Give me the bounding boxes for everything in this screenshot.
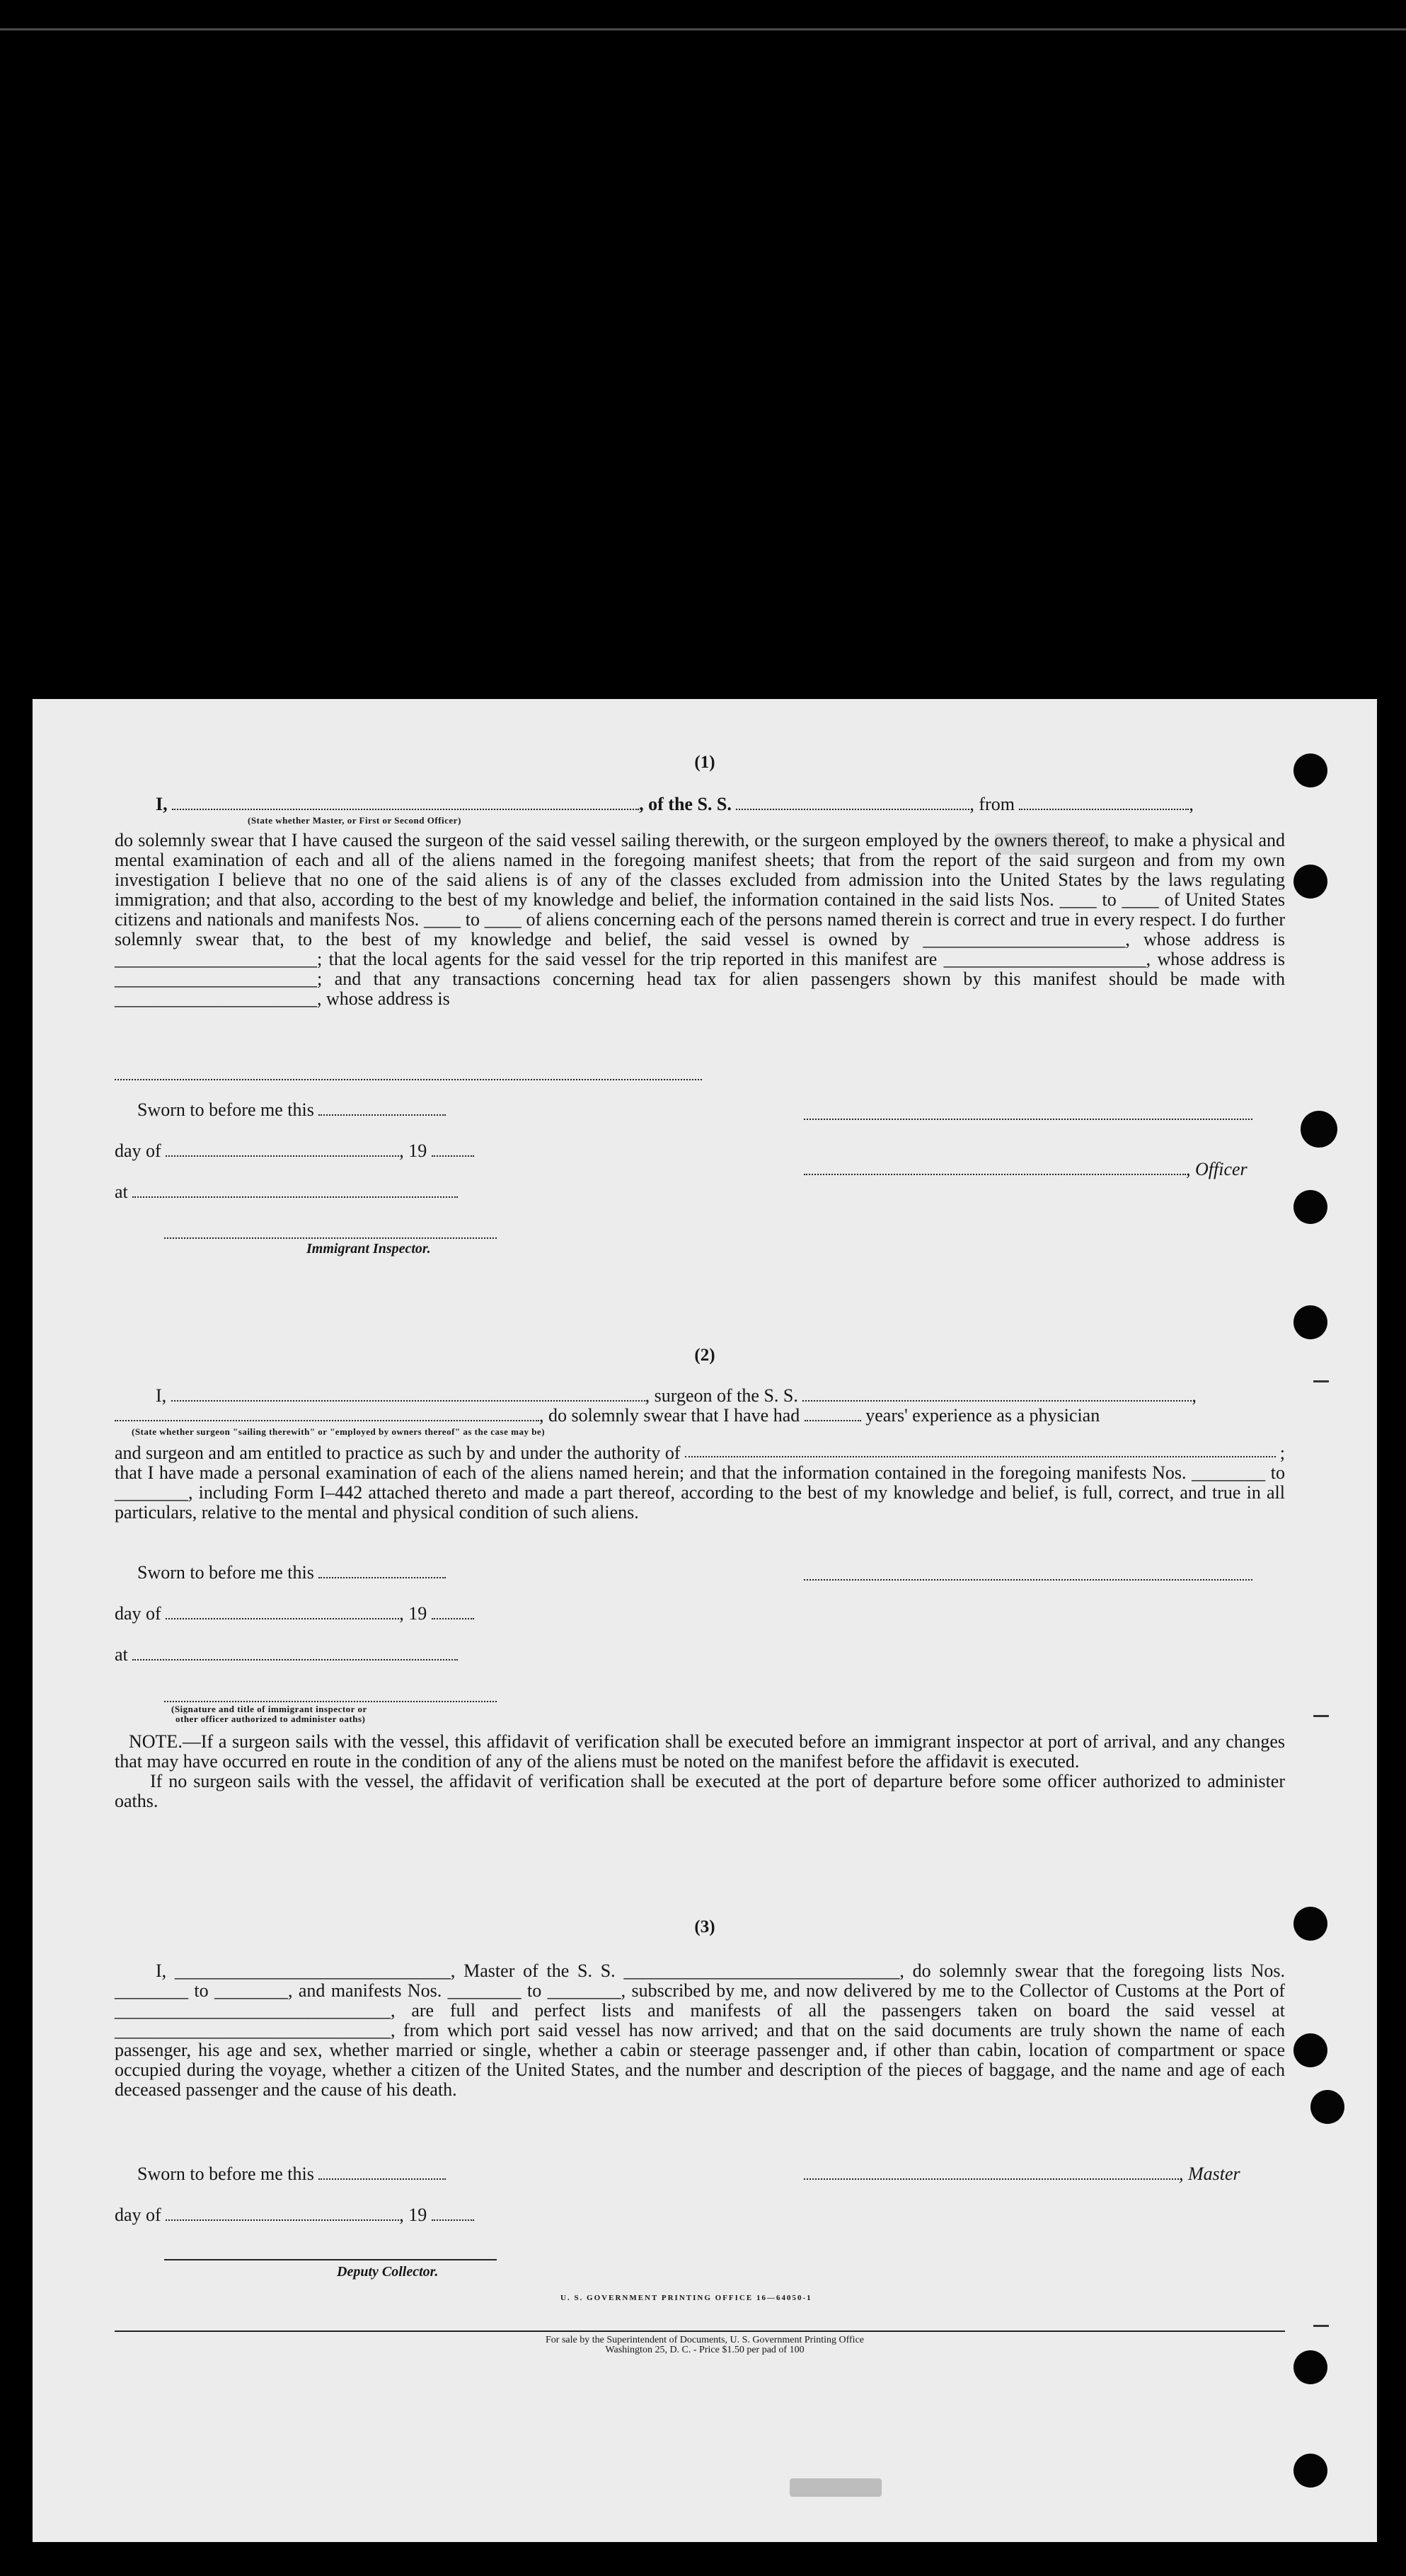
scan-smudge [790,2478,882,2497]
sworn-label: Sworn to before me this [137,2164,314,2184]
from-port-field[interactable] [1019,796,1189,810]
at-row-2 [115,1644,458,1665]
collector-caption: Deputy Collector. [337,2264,439,2280]
year-label: , 19 [399,2205,427,2225]
label-from: , from [969,794,1015,814]
margin-tick [1313,2325,1329,2327]
footer-rule [115,2330,1285,2332]
top-border-line [0,28,1406,30]
year-label: , 19 [399,1603,427,1624]
years-label: years' experience as a physician [865,1405,1100,1426]
label-i: I, [156,1385,167,1406]
signature-caption-2: other officer authorized to administer oaths) [175,1714,366,1724]
master-row [804,2164,1240,2185]
at-place-field[interactable] [132,1184,458,1198]
affidavit-2-text: that I have made a personal examination of each of the aliens named herein; and that the information contained in the foregoing manifests Nos. ________ to ________, including Form I–442 attached thereto and made a part thereof, according to the best of my knowledge and belief, is full, correct, and true in all particulars, relative to the mental and physical condition of such aliens. [115,1462,1285,1523]
footer-line-2: Washington 25, D. C. - Price $1.50 per pad of 100 [605,2345,805,2355]
form-page [33,699,1377,2542]
comma: , [1192,1385,1197,1406]
sworn-row-3 [137,2164,446,2185]
officer-label: , Officer [1186,1159,1247,1179]
sworn-day-field[interactable] [318,2166,446,2180]
month-field[interactable] [166,2207,399,2221]
note-paragraph-1: NOTE.—If a surgeon sails with the vessel, this affidavit of verification shall be executed before an immigrant inspector at port of arrival, and any changes that may have occurred en route in the condition of any of the aliens must be noted on the manifest before the affidavit is executed. [115,1731,1285,1772]
master-signature-field[interactable] [804,2166,1179,2180]
sworn-label: Sworn to before me this [137,1099,314,1120]
day-of-label: day of [115,2205,161,2225]
binder-hole [1293,865,1327,899]
swear-label: , do solemnly swear that I have had [539,1405,800,1426]
sworn-label: Sworn to before me this [137,1562,314,1583]
master-label: , Master [1179,2164,1240,2184]
binder-hole [1293,2454,1327,2488]
affidavit-2-line-1 [156,1385,1197,1407]
collector-signature-line[interactable] [164,2259,497,2260]
surgeon-name-field[interactable] [171,1387,645,1402]
sworn-row-1 [137,1099,446,1121]
binder-hole [1293,1190,1327,1224]
margin-tick [1313,1715,1329,1717]
sworn-day-field[interactable] [318,1564,446,1578]
officer-signature-line[interactable] [804,1117,1252,1120]
sworn-row-2 [137,1562,446,1583]
label-i: I, [156,794,168,814]
affidavit-3-number: (3) [694,1917,715,1936]
affidavit-1-text: do solemnly swear that I have caused the surgeon of the said vessel sailing therewith, or the surgeon employed by the owners thereof, to make a physical and mental examination of each and all of the aliens named in the foregoing manifest sheets; that from the report of the said surgeon and from my own investigation I believe that no one of the said aliens is of any of the classes excluded from admission into the United States by the laws regulating immigration; and that also, according to the best of my knowledge and belief, the information contained in the said lists Nos. ____ to ____ of United States citizens and nationals and manifests Nos. ____ to ____ of aliens concerning each of the persons named therein is correct and true in every respect. I do further solemnly swear that, to the best of my knowledge and belief, the said vessel is owned by ______________________, whose address is ______________________; that the local agents for the said vessel for the trip reported in this manifest are ______________________, whose address is ______________________; and that any transactions concerning head tax for alien passengers shown by this manifest should be made with ______________________, whose address is [115,830,1285,1009]
label-of-ss: , of the S. S. [639,794,732,814]
affidavit-3-body [115,1961,1285,2100]
officer-signature-field[interactable] [804,1161,1186,1175]
binder-hole [1293,2350,1327,2384]
month-field[interactable] [166,1605,399,1619]
years-field[interactable] [805,1407,861,1421]
day-of-label: day of [115,1603,161,1624]
margin-tick [1313,1380,1329,1382]
officer-name-field[interactable] [172,796,639,810]
comma: , [1189,794,1194,814]
affidavit-1-header-line [156,794,1194,815]
footer-line-1: For sale by the Superintendent of Documents, U. S. Government Printing Office [546,2335,864,2345]
at-label: at [115,1182,128,1202]
signature-caption-1: (Signature and title of immigrant inspector or [171,1704,367,1714]
vessel-name-field[interactable] [736,796,969,810]
day-row-3 [115,2205,474,2226]
surgeon-label: , surgeon of the S. S. [645,1385,798,1406]
inspector-caption: Immigrant Inspector. [306,1241,431,1257]
note-paragraph-2: If no surgeon sails with the vessel, the affidavit of verification shall be executed at the port of departure before some officer authorized to administer oaths. [115,1771,1285,1811]
affidavit-2-line-2 [115,1405,1100,1426]
surgeon-signature-line[interactable] [804,1578,1252,1581]
officer-row [804,1159,1247,1180]
surgeon-status-field[interactable] [115,1407,539,1421]
year-field[interactable] [432,1605,474,1619]
sworn-day-field[interactable] [318,1102,446,1116]
day-of-label: day of [115,1140,161,1161]
semicolon: ; [1279,1443,1285,1463]
day-row-2 [115,1603,474,1624]
at-row-1 [115,1182,458,1203]
officer-caption: (State whether Master, or First or Second Officer) [248,815,461,826]
authority-line [115,1443,1285,1463]
affidavit-2-number: (2) [694,1346,715,1365]
authority-label: and surgeon and am entitled to practice as such by and under the authority of [115,1443,681,1463]
affidavit-2-note [115,1732,1285,1811]
affidavit-1-body [115,831,1285,1009]
year-field[interactable] [432,2207,474,2221]
vessel-name-field[interactable] [802,1387,1192,1402]
authority-field[interactable] [685,1443,1276,1457]
year-label: , 19 [399,1140,427,1161]
binder-hole [1310,2090,1344,2124]
address-line[interactable] [115,1078,702,1080]
binder-hole [1293,1305,1327,1339]
year-field[interactable] [432,1143,474,1157]
binder-hole [1301,1111,1337,1148]
inspector-signature-line[interactable] [164,1236,497,1239]
printing-office-imprint: U. S. GOVERNMENT PRINTING OFFICE 16—64050-1 [560,2294,812,2302]
at-label: at [115,1644,128,1665]
affidavit-1-number: (1) [694,753,715,772]
affidavit-2-body [115,1443,1285,1523]
at-place-field[interactable] [132,1646,458,1660]
inspector-signature-line[interactable] [164,1699,497,1702]
day-row-1 [115,1140,474,1162]
binder-hole [1293,2033,1327,2067]
surgeon-caption: (State whether surgeon "sailing therewith" or "employed by owners thereof" as the case may be) [132,1426,546,1437]
affidavit-3-text: I, ______________________________, Master of the S. S. ______________________________, do solemnly swear that the foregoing lists Nos. ________ to ________, and manifests Nos. ________ to ________, subscribed by me, and now delivered by me to the Collector of Customs at the Port of ______________________________, are full and perfect lists and manifests of all the passengers taken on board the said vessel at ______________________________, from which port said vessel has now arrived; and that on the said documents are truly shown the name of each passenger, his age and sex, whether married or single, whether a cabin or steerage passenger and, if other than cabin, location of compartment or space occupied during the voyage, whether a citizen of the United States, and the number and description of the pieces of baggage, and the name and age of each deceased passenger and the cause of his death. [115,1960,1285,2100]
month-field[interactable] [166,1143,399,1157]
